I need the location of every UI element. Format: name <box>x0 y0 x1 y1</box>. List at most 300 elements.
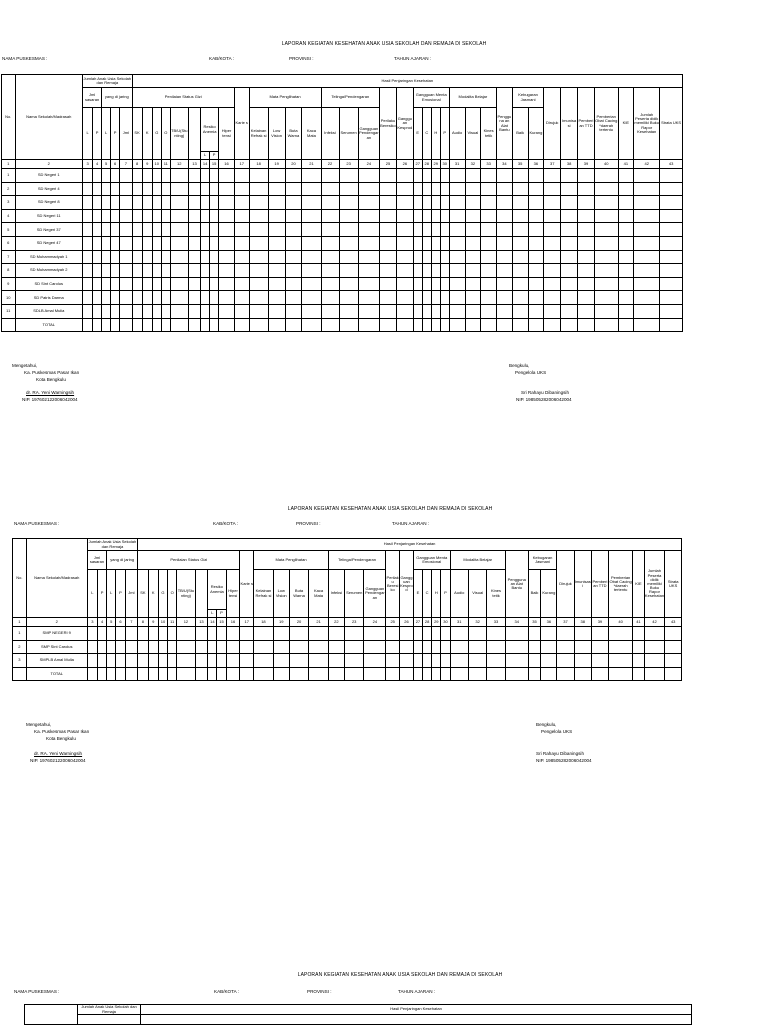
column-number: 22 <box>321 160 339 169</box>
h-header: H <box>432 570 441 618</box>
data-cell <box>210 236 219 250</box>
data-cell <box>528 304 544 318</box>
data-cell <box>125 654 138 668</box>
data-cell <box>132 250 142 264</box>
data-cell <box>660 223 683 237</box>
data-cell <box>465 182 481 196</box>
data-cell <box>254 667 274 681</box>
data-cell <box>465 318 481 332</box>
column-number: 13 <box>195 618 208 627</box>
data-cell <box>208 667 217 681</box>
data-cell <box>152 209 161 223</box>
column-number: 33 <box>487 618 505 627</box>
jml-sasaran-header: Jml sasaran <box>83 88 102 108</box>
data-cell <box>234 223 249 237</box>
data-cell <box>161 196 170 210</box>
data-cell <box>594 250 618 264</box>
data-cell <box>660 264 683 278</box>
column-number: 36 <box>528 160 544 169</box>
data-cell <box>93 209 102 223</box>
data-cell <box>358 318 379 332</box>
data-cell <box>400 640 414 654</box>
data-cell <box>285 277 302 291</box>
data-cell <box>413 223 422 237</box>
data-cell <box>201 291 210 305</box>
data-cell <box>505 627 528 641</box>
data-cell <box>364 627 386 641</box>
data-cell <box>528 654 541 668</box>
data-cell <box>161 264 170 278</box>
data-cell <box>98 640 107 654</box>
data-cell <box>465 250 481 264</box>
data-cell <box>465 236 481 250</box>
c-header: C <box>422 108 431 160</box>
data-cell <box>273 667 289 681</box>
data-cell <box>594 223 618 237</box>
data-cell <box>217 640 226 654</box>
data-cell <box>512 277 528 291</box>
data-cell <box>578 209 595 223</box>
k-header: K <box>142 108 152 160</box>
data-cell <box>449 209 465 223</box>
data-cell <box>660 304 683 318</box>
data-cell <box>158 654 167 668</box>
column-number: 33 <box>481 160 497 169</box>
data-cell <box>138 640 148 654</box>
data-cell <box>142 277 152 291</box>
jumlah-anak-header: Jumlah Anak Usia Sekolah dan Remaja <box>78 1005 141 1015</box>
audio-header: Audio <box>450 570 468 618</box>
data-cell <box>633 627 644 641</box>
data-cell <box>396 318 413 332</box>
data-cell <box>125 667 138 681</box>
data-cell <box>161 169 170 183</box>
data-cell <box>87 640 97 654</box>
data-cell <box>441 667 450 681</box>
table-row <box>2 223 683 237</box>
data-cell <box>120 169 132 183</box>
data-cell <box>132 291 142 305</box>
data-cell <box>132 223 142 237</box>
table-row <box>2 196 683 210</box>
data-cell <box>102 264 111 278</box>
data-cell <box>152 291 161 305</box>
column-number: 2 <box>26 618 87 627</box>
data-cell <box>497 236 513 250</box>
data-cell <box>188 209 200 223</box>
data-cell <box>578 277 595 291</box>
data-cell <box>273 654 289 668</box>
data-cell <box>321 223 339 237</box>
data-cell <box>83 291 93 305</box>
data-cell <box>195 654 208 668</box>
data-cell <box>132 236 142 250</box>
data-cell <box>158 627 167 641</box>
karies-header: Karie s <box>234 88 249 160</box>
data-cell <box>195 640 208 654</box>
data-cell <box>431 264 440 278</box>
gangguan-pendengaran-header: Gangguan Pendengaran <box>358 108 379 160</box>
data-cell <box>138 654 148 668</box>
data-cell <box>557 627 574 641</box>
data-cell <box>380 264 397 278</box>
no-header: No. <box>13 539 27 618</box>
mental-emosional-header: Gangguan Menta Emosional <box>413 551 450 570</box>
data-cell <box>413 169 422 183</box>
data-cell <box>544 264 561 278</box>
total-row <box>2 318 683 332</box>
g-header: G <box>158 570 167 618</box>
data-cell <box>188 236 200 250</box>
data-cell <box>449 223 465 237</box>
column-number: 20 <box>289 618 309 627</box>
mental-emosional-header: Gangguan Menta Emosional <box>413 88 449 108</box>
data-cell <box>234 236 249 250</box>
kapus-nip: NIP. 197602122006042004 <box>22 397 78 403</box>
column-number: 26 <box>400 618 414 627</box>
data-cell <box>497 169 513 183</box>
data-cell <box>93 182 102 196</box>
data-cell <box>219 169 235 183</box>
column-number: 30 <box>440 160 449 169</box>
data-cell <box>268 223 285 237</box>
data-cell <box>465 291 481 305</box>
data-cell <box>449 196 465 210</box>
dirujuk-header: Dirujuk <box>544 88 561 160</box>
data-cell <box>660 209 683 223</box>
data-cell <box>152 169 161 183</box>
data-cell <box>268 236 285 250</box>
p-header: P <box>441 570 450 618</box>
low-vision-header: Low Vision <box>273 570 289 618</box>
data-cell <box>111 223 120 237</box>
data-cell <box>152 236 161 250</box>
column-number: 39 <box>578 160 595 169</box>
data-cell <box>226 640 240 654</box>
data-cell <box>633 654 644 668</box>
data-cell <box>497 223 513 237</box>
data-cell <box>168 654 177 668</box>
data-cell <box>285 236 302 250</box>
row-number: 2 <box>2 182 16 196</box>
data-cell <box>339 264 358 278</box>
data-cell <box>201 264 210 278</box>
column-number: 14 <box>201 160 210 169</box>
column-number: 21 <box>309 618 329 627</box>
table-row <box>2 236 683 250</box>
data-cell <box>285 304 302 318</box>
signature-right <box>509 362 572 403</box>
data-cell <box>249 236 268 250</box>
column-number: 43 <box>660 160 683 169</box>
table-row <box>2 277 683 291</box>
column-number: 7 <box>120 160 132 169</box>
data-cell <box>285 209 302 223</box>
data-cell <box>422 182 431 196</box>
data-cell <box>116 627 125 641</box>
column-number: 29 <box>432 618 441 627</box>
column-number: 15 <box>210 160 219 169</box>
data-cell <box>528 291 544 305</box>
data-cell <box>440 169 449 183</box>
kesprod-header: Gangguan Kesprod <box>400 551 414 618</box>
p-header: P <box>116 570 125 618</box>
data-cell <box>289 640 309 654</box>
column-number: 32 <box>468 618 486 627</box>
data-cell <box>249 223 268 237</box>
data-cell <box>240 667 254 681</box>
data-cell <box>413 209 422 223</box>
pengelola-name: Sri Rahayu Dibaningsih <box>536 751 585 757</box>
data-cell <box>168 667 177 681</box>
data-cell <box>210 291 219 305</box>
data-cell <box>83 223 93 237</box>
data-cell <box>111 236 120 250</box>
data-cell <box>285 169 302 183</box>
school-name: SD Negeri 4 <box>15 182 83 196</box>
data-cell <box>339 182 358 196</box>
data-cell <box>83 196 93 210</box>
data-cell <box>102 236 111 250</box>
data-cell <box>219 209 235 223</box>
data-cell <box>512 264 528 278</box>
data-cell <box>344 667 364 681</box>
data-cell <box>432 627 441 641</box>
school-name: SD Patris Darma <box>15 291 83 305</box>
pengelola-title: Pengelola UKS <box>515 370 547 376</box>
data-cell <box>249 277 268 291</box>
data-cell <box>512 236 528 250</box>
gangguan-pendengaran-header: Gangguan Pendengaran <box>364 570 386 618</box>
o-header: O <box>168 570 177 618</box>
blank-cell <box>195 570 208 618</box>
data-cell <box>328 667 344 681</box>
data-cell <box>609 654 633 668</box>
data-cell <box>201 277 210 291</box>
column-number: 39 <box>591 618 608 627</box>
data-cell <box>161 318 170 332</box>
school-name: SMPLB Amal Mulia <box>26 654 87 668</box>
data-cell <box>422 236 431 250</box>
data-cell <box>321 304 339 318</box>
data-cell <box>561 236 578 250</box>
data-cell <box>450 667 468 681</box>
data-cell <box>87 654 97 668</box>
data-cell <box>268 291 285 305</box>
kapus-nip: NIP. 197602122006042004 <box>30 758 86 764</box>
data-cell <box>386 640 400 654</box>
data-cell <box>302 209 321 223</box>
data-cell <box>358 277 379 291</box>
data-cell <box>413 264 422 278</box>
data-cell <box>234 277 249 291</box>
pengelola-nip: NIP. 198505282006042004 <box>536 758 592 764</box>
data-cell <box>219 291 235 305</box>
school-name: SD Negeri 8 <box>15 196 83 210</box>
p-header: P <box>93 108 102 160</box>
column-number: 9 <box>148 618 158 627</box>
data-cell <box>285 264 302 278</box>
column-number: 29 <box>431 160 440 169</box>
data-cell <box>481 277 497 291</box>
data-cell <box>208 627 217 641</box>
data-cell <box>83 236 93 250</box>
data-cell <box>321 209 339 223</box>
data-cell <box>561 223 578 237</box>
jml-header: Jml <box>120 108 132 160</box>
data-cell <box>302 291 321 305</box>
data-cell <box>441 654 450 668</box>
school-name: SD Negeri 1 <box>15 169 83 183</box>
data-cell <box>201 236 210 250</box>
data-cell <box>618 182 634 196</box>
column-number: 5 <box>107 618 116 627</box>
data-cell <box>142 291 152 305</box>
puskesmas-label: NAMA PUSKESMAS : <box>14 989 60 994</box>
kesprod-header: Gangguan Kesprod <box>396 88 413 160</box>
data-cell <box>644 640 665 654</box>
data-cell <box>302 169 321 183</box>
data-cell <box>557 667 574 681</box>
report-title: LAPORAN KEGIATAN KESEHATAN ANAK USIA SEKOLAH DAN REMAJA DI SEKOLAH <box>287 506 493 512</box>
kabkota-label: KAB/KOTA : <box>214 989 239 994</box>
data-cell <box>413 627 422 641</box>
data-cell <box>201 182 210 196</box>
data-cell <box>618 169 634 183</box>
data-cell <box>358 209 379 223</box>
data-cell <box>422 291 431 305</box>
stunting-header: TB/U(Stu nting) <box>177 570 195 618</box>
data-cell <box>339 318 358 332</box>
data-cell <box>432 640 441 654</box>
telinga-header: Telinga/Pendengaran <box>321 88 380 108</box>
data-cell <box>528 196 544 210</box>
data-cell <box>481 264 497 278</box>
data-cell <box>142 182 152 196</box>
data-cell <box>170 264 188 278</box>
data-cell <box>512 223 528 237</box>
data-cell <box>423 667 432 681</box>
data-cell <box>440 182 449 196</box>
data-cell <box>450 627 468 641</box>
row-number: 8 <box>2 264 16 278</box>
data-cell <box>254 640 274 654</box>
data-cell <box>505 667 528 681</box>
pengelola-name: Sri Rahayu Dibaningsih <box>521 390 570 396</box>
data-cell <box>544 236 561 250</box>
data-cell <box>413 250 422 264</box>
row-number: 1 <box>2 169 16 183</box>
data-cell <box>512 318 528 332</box>
data-cell <box>120 196 132 210</box>
data-cell <box>170 304 188 318</box>
data-cell <box>87 627 97 641</box>
data-cell <box>465 196 481 210</box>
data-cell <box>309 640 329 654</box>
data-cell <box>544 318 561 332</box>
l-header: L <box>83 108 93 160</box>
status-gizi-header: Penilaian Status Gizi <box>132 88 234 108</box>
buta-warna-header: Buta Warna <box>289 570 309 618</box>
data-cell <box>268 182 285 196</box>
data-cell <box>188 291 200 305</box>
row-number: 3 <box>2 196 16 210</box>
data-cell <box>544 169 561 183</box>
data-cell <box>487 627 505 641</box>
data-cell <box>380 236 397 250</box>
data-cell <box>561 277 578 291</box>
data-cell <box>219 304 235 318</box>
data-cell <box>396 196 413 210</box>
data-cell <box>396 264 413 278</box>
data-cell <box>358 196 379 210</box>
data-cell <box>481 169 497 183</box>
data-cell <box>321 250 339 264</box>
data-cell <box>148 667 158 681</box>
data-cell <box>120 223 132 237</box>
data-cell <box>285 318 302 332</box>
data-cell <box>234 304 249 318</box>
data-cell <box>422 318 431 332</box>
kaca-mata-header: Kaca Mata <box>302 108 321 160</box>
data-cell <box>328 627 344 641</box>
e-header: E <box>413 108 422 160</box>
data-cell <box>544 250 561 264</box>
data-cell <box>594 318 618 332</box>
data-cell <box>188 250 200 264</box>
school-name: SD Negeri 47 <box>15 236 83 250</box>
kapus-city: Kota Bengkulu <box>46 736 76 742</box>
blank-cell <box>188 108 200 160</box>
data-cell <box>497 291 513 305</box>
data-cell <box>557 640 574 654</box>
data-cell <box>210 304 219 318</box>
data-cell <box>512 304 528 318</box>
data-cell <box>120 182 132 196</box>
data-cell <box>422 223 431 237</box>
data-cell <box>528 223 544 237</box>
data-cell <box>380 291 397 305</box>
data-cell <box>528 209 544 223</box>
data-cell <box>358 223 379 237</box>
data-cell <box>609 627 633 641</box>
data-cell <box>400 654 414 668</box>
data-cell <box>201 304 210 318</box>
data-cell <box>618 196 634 210</box>
data-cell <box>268 209 285 223</box>
kinestetik-header: Kines tetik <box>481 108 497 160</box>
blank-cell <box>13 667 27 681</box>
data-cell <box>116 654 125 668</box>
data-cell <box>634 291 660 305</box>
data-cell <box>561 264 578 278</box>
data-cell <box>161 291 170 305</box>
data-cell <box>561 291 578 305</box>
column-number: 30 <box>441 618 450 627</box>
data-cell <box>413 182 422 196</box>
data-cell <box>468 640 486 654</box>
kurang-header: Kurang <box>528 108 544 160</box>
data-cell <box>432 654 441 668</box>
provinsi-label: PROVINSI : <box>296 521 321 526</box>
data-cell <box>561 196 578 210</box>
l-header: L <box>87 570 97 618</box>
total-label: TOTAL <box>26 667 87 681</box>
hipertensi-header: Hiper tensi <box>226 570 240 618</box>
table-row <box>13 654 682 668</box>
signature-left <box>12 362 79 404</box>
data-cell <box>468 627 486 641</box>
